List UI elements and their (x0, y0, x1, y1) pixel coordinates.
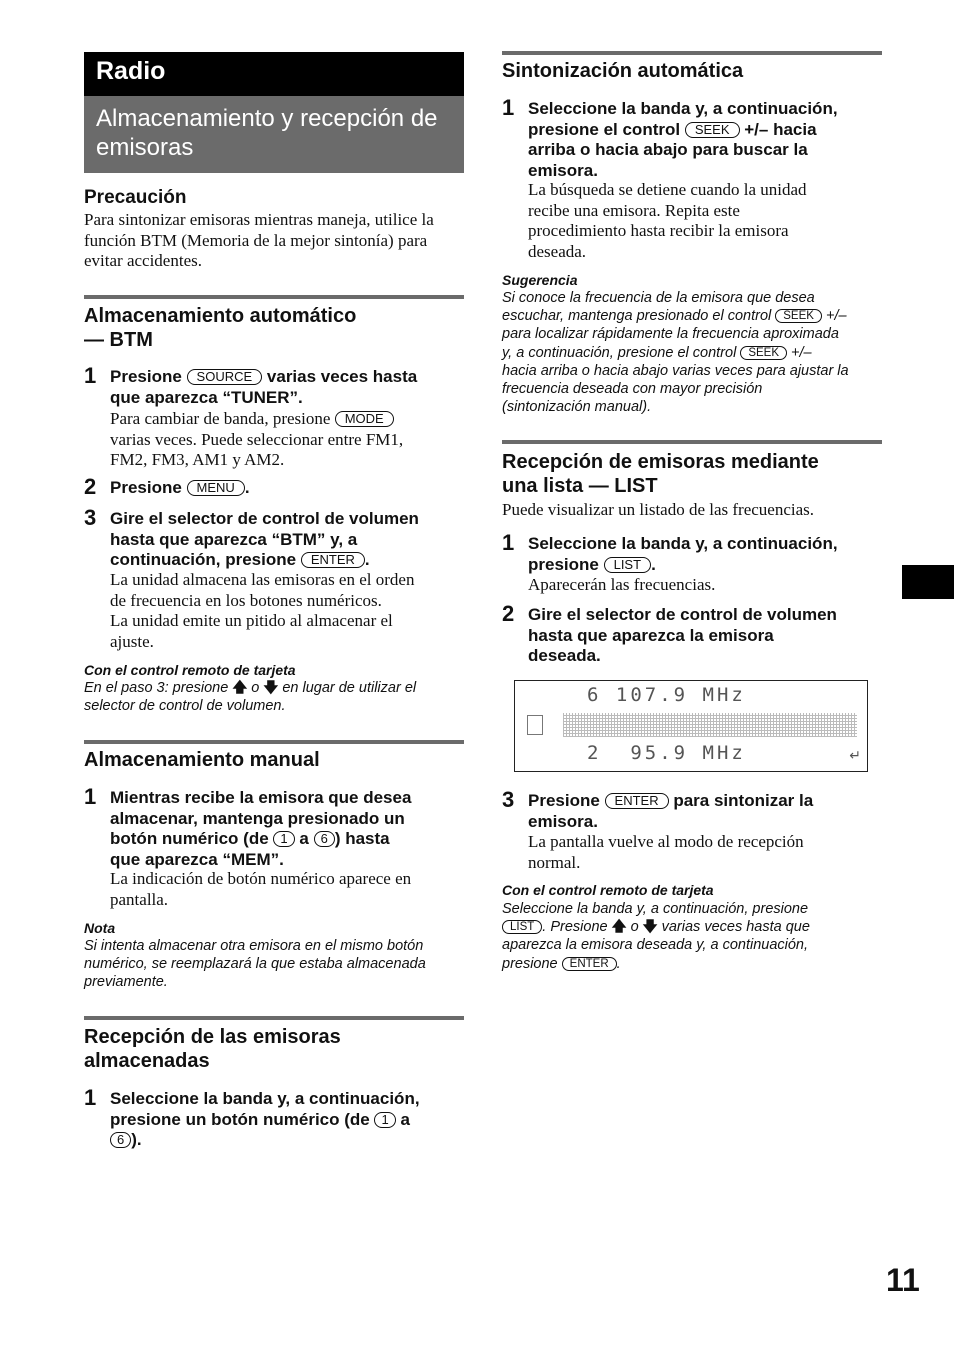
page-subtitle: Almacenamiento y recepción de emisoras (84, 96, 464, 173)
step-number: 1 (84, 363, 97, 388)
return-icon: ↵ (849, 749, 861, 764)
list-step-1-desc: Aparecerán las frecuencias. (528, 575, 716, 594)
stored-reception-heading: Recepción de las emisoras almacenadas (84, 1026, 341, 1072)
list-step-2: Gire el selector de control de volumen hasta que aparezca la emisora deseada. (528, 605, 837, 665)
down-arrow-icon: 🡇 (642, 919, 658, 936)
btm-heading: Almacenamiento automático — BTM (84, 305, 357, 351)
list-key: LIST (604, 557, 651, 573)
seek-key: SEEK (740, 346, 787, 360)
lcd-line-1: 6 107.9 MHz (587, 684, 746, 706)
manual-step-1: Mientras recibe la emisora que desea almacenar, mantenga presionado un botón numérico (de 1 a 6 ) hasta que aparezca “MEM”. (110, 788, 412, 869)
auto-tuning-step-1: Seleccione la banda y, a continuación, presione el control SEEK +/– hacia arriba o hacia abajo para buscar la emisora. (528, 99, 838, 180)
enter-key: ENTER (301, 552, 365, 568)
list-step-1: Seleccione la banda y, a continuación, presione LIST . (528, 534, 838, 574)
step-number: 1 (84, 784, 97, 809)
section-rule (84, 295, 464, 299)
tip-heading: Sugerencia (502, 272, 578, 288)
btm-step-3-desc: La unidad almacena las emisoras en el orden de frecuencia en los botones numéricos. La unidad emite un pitido al almacenar el ajuste. (110, 570, 415, 651)
number-key-1: 1 (273, 831, 294, 847)
number-key-6: 6 (314, 831, 335, 847)
source-key: SOURCE (187, 369, 263, 385)
seek-key: SEEK (775, 309, 822, 323)
tip-text: Si conoce la frecuencia de la emisora que desea escuchar, mantenga presionado el control SEEK +/– para localizar rápidamente la frecuencia aproximada y, a continuación, presione el control SEEK +/– hacia arriba o hacia abajo varias veces para ajustar la frecuencia deseada con mayor precisión (sintonización manual). (502, 290, 849, 416)
list-step-3: Presione ENTER para sintonizar la emisora. (528, 791, 814, 831)
enter-key: ENTER (605, 793, 669, 809)
step-number: 1 (84, 1085, 97, 1110)
note-text: Si intenta almacenar otra emisora en el mismo botón numérico, se reemplazará la que estaba almacenada previamente. (84, 938, 426, 991)
number-key-6: 6 (110, 1132, 131, 1148)
down-arrow-icon: 🡇 (263, 680, 279, 696)
btm-step-1-desc: Para cambiar de banda, presione MODE varias veces. Puede seleccionar entre FM1, FM2, FM3, AM1 y AM2. (110, 409, 404, 469)
up-arrow-icon: 🡅 (611, 919, 627, 936)
step-number: 2 (502, 601, 515, 626)
seek-key: SEEK (685, 122, 740, 138)
remote-note-heading: Con el control remoto de tarjeta (84, 662, 296, 678)
manual-step-1-desc: La indicación de botón numérico aparece en pantalla. (110, 869, 412, 909)
step-number: 2 (84, 474, 97, 499)
auto-tuning-heading: Sintonización automática (502, 60, 744, 82)
list-key: LIST (502, 920, 542, 934)
step-number: 1 (502, 95, 515, 120)
list-intro: Puede visualizar un listado de las frecuencias. (502, 500, 815, 519)
btm-step-3: Gire el selector de control de volumen hasta que aparezca “BTM” y, a continuación, presione ENTER . (110, 509, 419, 569)
lcd-display (514, 680, 868, 772)
remote-note-text: En el paso 3: presione 🡅 o 🡇 en lugar de utilizar el selector de control de volumen. (84, 680, 417, 715)
band-indicator-icon (527, 715, 543, 735)
stored-reception-step-1: Seleccione la banda y, a continuación, presione un botón numérico (de 1 a 6 ). (110, 1089, 420, 1149)
manual-heading: Almacenamiento manual (84, 749, 320, 771)
number-key-1: 1 (374, 1112, 395, 1128)
precaution-text: Para sintonizar emisoras mientras maneja, utilice la función BTM (Memoria de la mejor sintonía) para evitar accidentes. (84, 210, 434, 270)
mode-key: MODE (335, 411, 394, 427)
list-step-3-desc: La pantalla vuelve al modo de recepción normal. (528, 832, 804, 872)
lcd-highlighted-row (563, 713, 857, 737)
section-rule (502, 440, 882, 444)
step-number: 3 (502, 787, 515, 812)
chapter-tab (902, 565, 954, 599)
precaution-heading: Precaución (84, 187, 187, 208)
up-arrow-icon: 🡅 (232, 680, 248, 696)
section-title: Radio (84, 52, 464, 96)
section-rule (84, 740, 464, 744)
step-number: 3 (84, 505, 97, 530)
step-number: 1 (502, 530, 515, 555)
remote-note-text: Seleccione la banda y, a continuación, presione LIST . Presione 🡅 o 🡇 varias veces hasta que aparezca la emisora deseada y, a continuación, presione ENTER . (502, 901, 810, 972)
menu-key: MENU (187, 480, 245, 496)
btm-step-1: Presione SOURCE varias veces hasta que aparezca “TUNER”. (110, 367, 418, 407)
lcd-line-2: 2 95.9 MHz (587, 742, 746, 764)
page-number: 11 (886, 1262, 920, 1298)
note-heading: Nota (84, 920, 116, 936)
list-heading: Recepción de emisoras mediante una lista — LIST (502, 451, 819, 497)
section-rule (502, 51, 882, 55)
remote-note-heading: Con el control remoto de tarjeta (502, 882, 714, 898)
btm-step-2: Presione MENU . (110, 478, 250, 497)
enter-key: ENTER (562, 957, 617, 971)
auto-tuning-step-1-desc: La búsqueda se detiene cuando la unidad recibe una emisora. Repita este procedimiento hasta recibir la emisora deseada. (528, 180, 807, 261)
section-rule (84, 1016, 464, 1020)
